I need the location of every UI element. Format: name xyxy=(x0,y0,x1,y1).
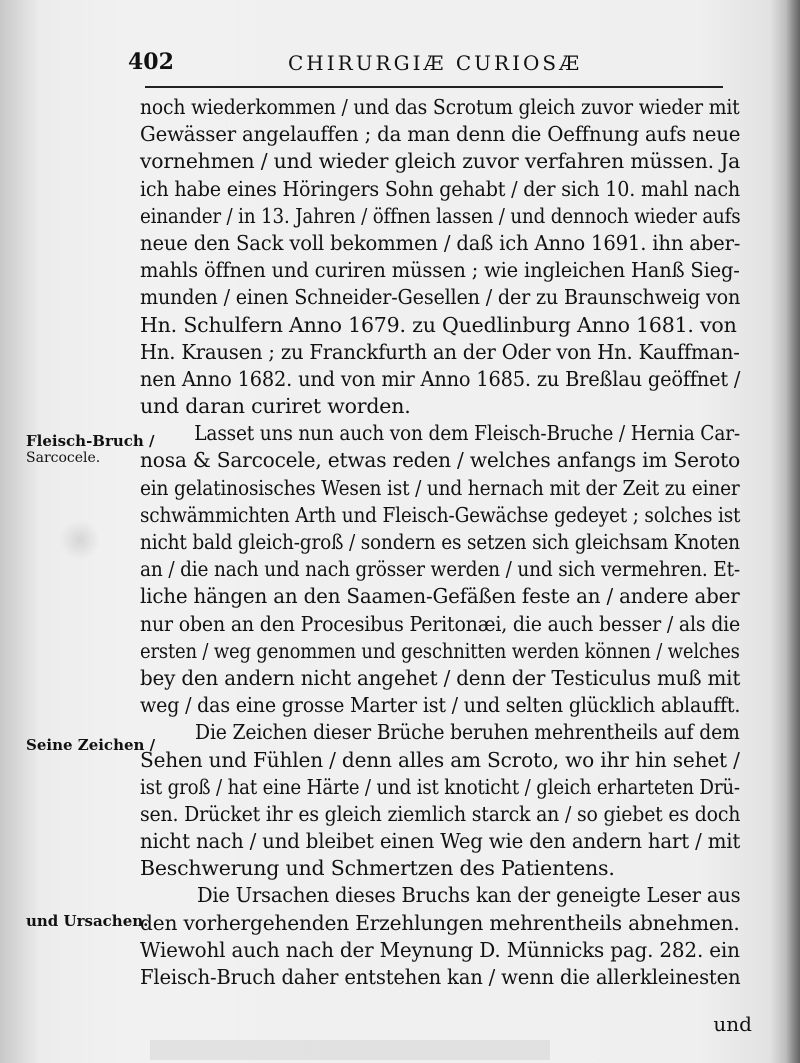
text-line: ist groß / hat eine Härte / und ist knoticht / gleich erharteten Drü- xyxy=(140,774,740,799)
text-line: und daran curiret worden. xyxy=(140,394,411,419)
text-line: Beschwerung und Schmertzen des Patientens. xyxy=(140,856,615,881)
margin-note-zeichen: Seine Zeichen / xyxy=(26,736,156,754)
text-line: schwämmichten Arth und Fleisch-Gewächse gedeyet ; solches ist xyxy=(140,502,741,527)
text-line: einander / in 13. Jahren / öffnen lassen / und dennoch wieder aufs xyxy=(140,203,741,228)
text-line: nur oben an den Procesibus Peritonæi, die auch besser / als die xyxy=(140,611,741,636)
margin-note-sub: Sarcocele. xyxy=(26,450,101,466)
page-header xyxy=(128,45,588,77)
paper-smudge xyxy=(60,520,100,560)
text-line: nicht bald gleich-groß / sondern es setzen sich gleichsam Knoten xyxy=(140,530,740,554)
text-line: Wiewohl auch nach der Meynung D. Münnicks pag. 282. ein xyxy=(140,937,740,962)
text-line: neue den Sack voll bekommen / daß ich Anno 1691. ihn aber- xyxy=(140,230,741,255)
header-rule xyxy=(145,86,723,88)
text-line: nosa & Sarcocele, etwas reden / welches anfangs im Seroto xyxy=(140,448,740,473)
text-line: den vorhergehenden Erzehlungen mehrentheils abnehmen. xyxy=(140,910,740,935)
text-line: munden / einen Schneider-Gesellen / der zu Braunschweig von xyxy=(140,285,741,310)
text-line: Lasset uns nun auch von dem Fleisch-Bruche / Hernia Car- xyxy=(194,421,740,446)
paragraph xyxy=(140,94,740,420)
text-line: Die Ursachen dieses Bruchs kan der geneigte Leser aus xyxy=(196,883,741,908)
catchword: und xyxy=(713,1012,752,1036)
text-line: Hn. Schulfern Anno 1679. zu Quedlinburg Anno 1681. von xyxy=(140,312,737,337)
text-line: Hn. Krausen ; zu Franckfurth an der Oder von Hn. Kauffman- xyxy=(140,339,740,364)
paragraph xyxy=(140,719,740,882)
bleed-through xyxy=(150,1040,550,1060)
margin-note-fleisch-bruch xyxy=(26,432,155,466)
text-line: nen Anno 1682. und von mir Anno 1685. zu Breßlau geöffnet / xyxy=(140,366,741,391)
text-line: Die Zeichen dieser Brüche beruhen mehrentheils auf dem xyxy=(195,720,740,745)
paragraph xyxy=(140,420,740,719)
text-line: ich habe eines Höringers Sohn gehabt / der sich 10. mahl nach xyxy=(140,176,740,201)
text-line: liche hängen an den Saamen-Gefäßen feste an / andere aber xyxy=(140,584,740,609)
text-line: noch wiederkommen / und das Scrotum gleich zuvor wieder mit xyxy=(140,95,740,119)
running-title: CHIRURGIÆ CURIOSÆ xyxy=(288,51,583,75)
text-line: Sehen und Fühlen / denn alles am Scroto, wo ihr hin sehet / xyxy=(140,747,740,772)
text-line: sen. Drücket ihr es gleich ziemlich starck an / so giebet es doch xyxy=(140,801,741,826)
text-line: ersten / weg genommen und geschnitten werden können / welches xyxy=(140,638,740,663)
text-line: Gewässer angelauffen ; da man denn die Oeffnung aufs neue xyxy=(140,122,741,147)
text-line: vornehmen / und wieder gleich zuvor verfahren müssen. Ja xyxy=(140,149,741,174)
text-line: nicht nach / und bleibet einen Weg wie den andern hart / mit xyxy=(140,829,741,854)
text-line: an / die nach und nach grösser werden / und sich vermehren. Et- xyxy=(140,557,740,582)
text-line: bey den andern nicht angehet / denn der Testiculus muß mit xyxy=(140,665,741,690)
paragraph xyxy=(140,882,740,991)
page-number: 402 xyxy=(128,49,174,75)
text-line: mahls öffnen und curiren müssen ; wie ingleichen Hanß Sieg- xyxy=(140,258,740,283)
text-line: ein gelatinosisches Wesen ist / und hernach mit der Zeit zu einer xyxy=(140,475,740,500)
margin-note-title: Fleisch-Bruch / xyxy=(26,432,155,450)
margin-note-ursachen: und Ursachen. xyxy=(26,912,149,930)
text-line: Fleisch-Bruch daher entstehen kan / wenn die allerkleinesten xyxy=(140,965,741,989)
text-line: weg / das eine grosse Marter ist / und selten glücklich ablaufft. xyxy=(140,693,741,718)
body-text xyxy=(140,94,740,991)
